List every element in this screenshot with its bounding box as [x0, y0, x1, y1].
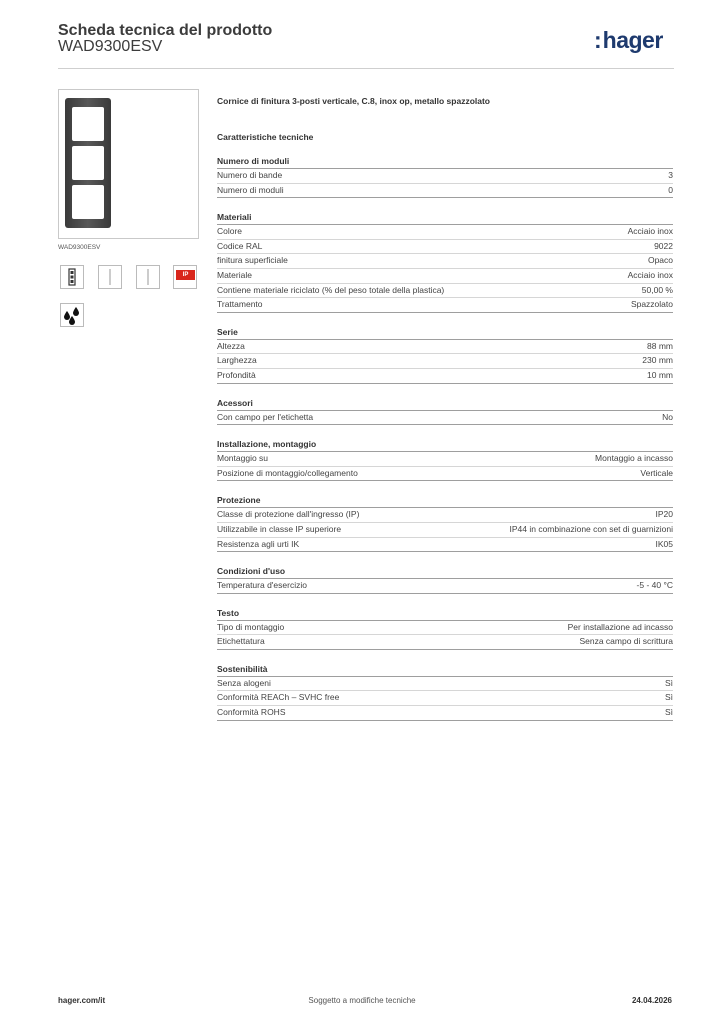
frame-slot — [72, 185, 104, 219]
spec-row — [217, 411, 673, 426]
spec-value: Acciaio inox — [627, 226, 673, 237]
spec-row — [217, 225, 673, 240]
spec-label: Conformità REACh – SVHC free — [217, 692, 340, 703]
spec-value: IK05 — [655, 538, 673, 549]
spec-group — [217, 327, 673, 384]
footer-website[interactable]: hager.com/it — [58, 996, 106, 1005]
spec-row — [217, 184, 673, 199]
spec-row — [217, 298, 673, 313]
ip-badge: IP — [176, 270, 195, 280]
spec-value: 9022 — [654, 240, 673, 251]
header-divider — [58, 68, 674, 69]
spec-label: Posizione di montaggio/collegamento — [217, 467, 358, 478]
spec-group-title: Condizioni d'uso — [217, 566, 673, 579]
logo-text: hager — [602, 27, 663, 53]
spec-value: Senza campo di scrittura — [579, 636, 673, 647]
spec-label: Montaggio su — [217, 453, 269, 464]
spec-row — [217, 369, 673, 384]
footer-note: Soggetto a modifiche tecniche — [308, 996, 416, 1005]
product-image — [58, 89, 199, 239]
spec-row — [217, 621, 673, 636]
spec-value: Per installazione ad incasso — [567, 621, 673, 632]
spec-label: Con campo per l'etichetta — [217, 411, 314, 422]
spec-group — [217, 608, 673, 650]
water-drops-icon — [60, 303, 84, 327]
spec-label: Senza alogeni — [217, 677, 271, 688]
spec-row — [217, 635, 673, 650]
spec-row — [217, 523, 673, 538]
spec-group-title: Protezione — [217, 495, 673, 508]
spec-group-title: Numero di moduli — [217, 156, 673, 169]
spec-row — [217, 354, 673, 369]
vertical-3-slot-icon — [60, 265, 84, 289]
spec-value: Sì — [664, 677, 673, 688]
spec-row — [217, 706, 673, 721]
spec-label: Trattamento — [217, 299, 263, 310]
spec-label: Utilizzabile in classe IP superiore — [217, 523, 342, 534]
technical-sheet — [217, 96, 673, 721]
spec-row — [217, 240, 673, 255]
spec-value: 230 mm — [642, 355, 673, 366]
spec-label: Etichettatura — [217, 636, 265, 647]
product-title: Cornice di finitura 3-posti verticale, C.8, inox op, metallo spazzolato — [217, 96, 490, 106]
spec-label: Numero di moduli — [217, 184, 284, 195]
spec-label: Classe di protezione dall'ingresso (IP) — [217, 509, 360, 520]
spec-value: 0 — [668, 184, 673, 195]
spec-value: 88 mm — [647, 340, 673, 351]
spec-group-title: Sostenibilità — [217, 664, 673, 677]
spec-label: Conformità ROHS — [217, 707, 286, 718]
spec-label: Tipo di montaggio — [217, 621, 285, 632]
spec-row — [217, 691, 673, 706]
spec-group — [217, 398, 673, 426]
spec-row — [217, 579, 673, 594]
product-image-caption: WAD9300ESV — [58, 244, 101, 251]
footer-date: 24.04.2026 — [631, 996, 672, 1005]
vertical-line-icon — [136, 265, 160, 289]
spec-value: 50,00 % — [641, 284, 673, 295]
spec-groups — [217, 156, 673, 721]
spec-row — [217, 254, 673, 269]
spec-group-title: Installazione, montaggio — [217, 439, 673, 452]
page-title: Scheda tecnica del prodotto — [58, 22, 273, 39]
spec-value: Montaggio a incasso — [595, 453, 673, 464]
spec-value: No — [662, 411, 673, 422]
spec-group — [217, 495, 673, 552]
spec-group — [217, 212, 673, 313]
spec-label: Numero di bande — [217, 170, 283, 180]
spec-label: Profondità — [217, 369, 256, 380]
spec-value: Spazzolato — [630, 299, 673, 310]
spec-row — [217, 452, 673, 467]
spec-value: IP44 in combinazione con set di guarnizioni — [509, 523, 673, 534]
spec-label: Contiene materiale riciclato (% del peso totale della plastica) — [217, 284, 445, 295]
section-title: Caratteristiche tecniche — [217, 132, 314, 142]
spec-row — [217, 269, 673, 284]
spec-value: -5 - 40 °C — [636, 580, 673, 591]
spec-group — [217, 566, 673, 594]
frame-illustration — [65, 98, 111, 228]
spec-value: Opaco — [647, 255, 673, 266]
spec-label: finitura superficiale — [217, 255, 288, 266]
spec-label: Codice RAL — [217, 240, 263, 251]
spec-group-title: Serie — [217, 327, 673, 340]
spec-group-title: Materiali — [217, 212, 673, 225]
spec-row — [217, 284, 673, 299]
spec-row — [217, 538, 673, 553]
spec-value: 3 — [668, 170, 673, 180]
spec-label: Temperatura d'esercizio — [217, 580, 307, 591]
hager-logo: :hager — [594, 27, 663, 53]
vertical-line-icon — [98, 265, 122, 289]
frame-slot — [72, 146, 104, 180]
spec-group-title: Acessori — [217, 398, 673, 411]
spec-label: Materiale — [217, 269, 252, 280]
spec-value: Verticale — [640, 467, 673, 478]
spec-row — [217, 677, 673, 692]
spec-row — [217, 467, 673, 482]
spec-row — [217, 340, 673, 355]
spec-row — [217, 169, 673, 184]
spec-value: 10 mm — [647, 369, 673, 380]
product-code-heading: WAD9300ESV — [58, 38, 163, 55]
spec-group — [217, 439, 673, 481]
spec-group — [217, 156, 673, 198]
spec-value: Sì — [664, 692, 673, 703]
spec-value: Acciaio inox — [627, 269, 673, 280]
spec-value: IP20 — [655, 509, 673, 520]
spec-row — [217, 508, 673, 523]
spec-label: Colore — [217, 226, 243, 237]
spec-value: Sì — [664, 707, 673, 718]
spec-group-title: Testo — [217, 608, 673, 621]
frame-slot — [72, 107, 104, 141]
spec-label: Altezza — [217, 340, 245, 351]
spec-label: Resistenza agli urti IK — [217, 538, 300, 549]
spec-label: Larghezza — [217, 355, 257, 366]
spec-group — [217, 664, 673, 721]
